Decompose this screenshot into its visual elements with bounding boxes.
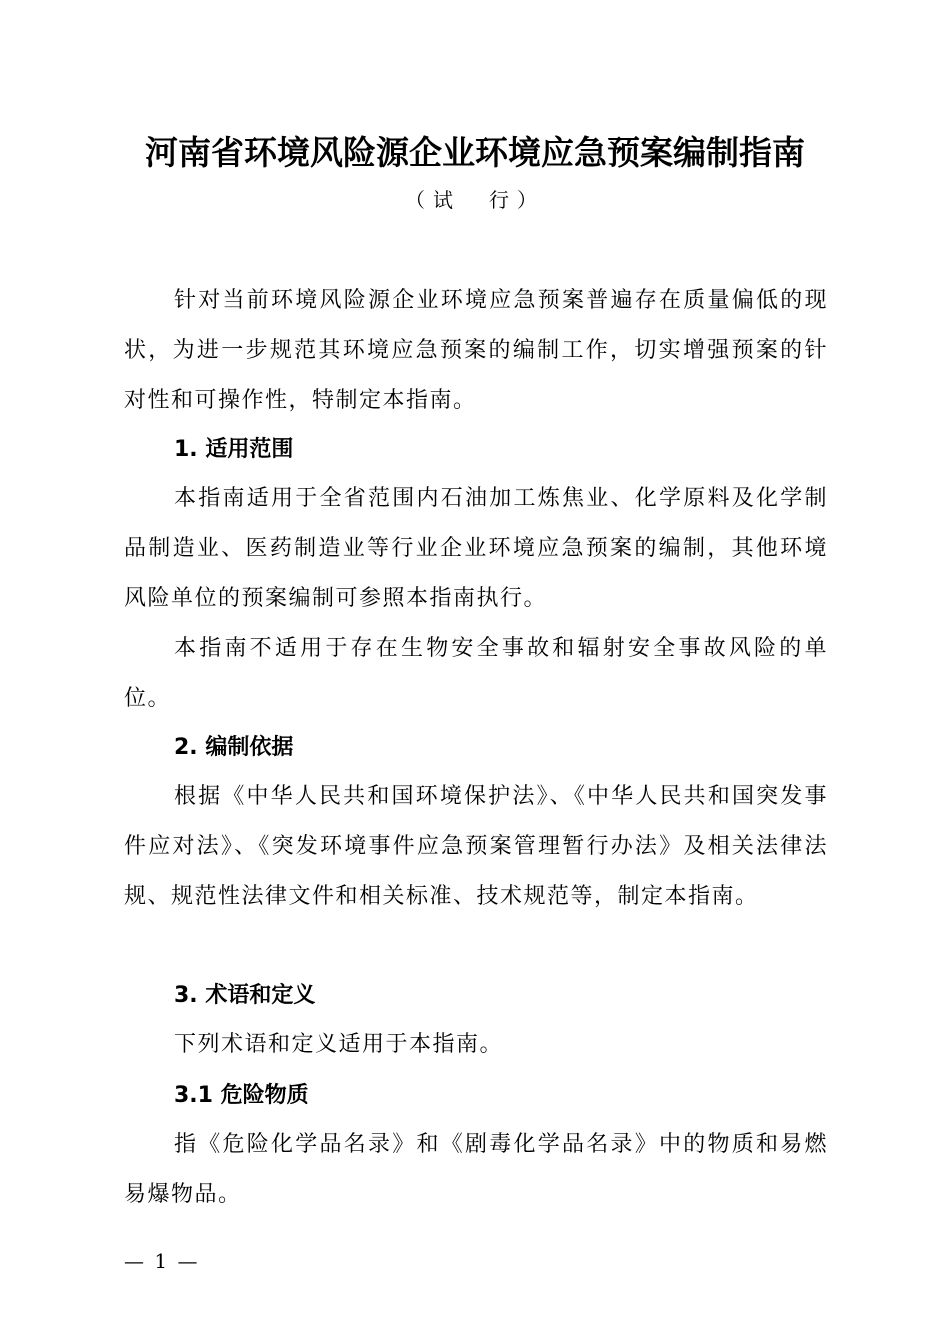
document-subtitle: （试 行） [405, 188, 545, 212]
section-3-paragraph-1: 下列术语和定义适用于本指南。 [174, 1032, 504, 1057]
section-3-heading: 3. 术语和定义 [174, 983, 316, 1008]
section-2-paragraph-1: 根据《中华人民共和国环境保护法》、《中华人民共和国突发事件应对法》、《突发环境事件应急预案管理暂行办法》及相关法律法规、规范性法律文件和相关标准、技术规范等，制定本指南。 [124, 784, 828, 909]
page-number: — 1 — [124, 1249, 200, 1273]
intro-paragraph: 针对当前环境风险源企业环境应急预案普遍存在质量偏低的现状，为进一步规范其环境应急预案的编制工作，切实增强预案的针对性和可操作性，特制定本指南。 [124, 288, 828, 413]
section-1-heading: 1. 适用范围 [174, 437, 294, 462]
section-2-heading: 2. 编制依据 [174, 735, 294, 760]
section-1-paragraph-1: 本指南适用于全省范围内石油加工炼焦业、化学原料及化学制品制造业、医药制造业等行业企业环境应急预案的编制，其他环境风险单位的预案编制可参照本指南执行。 [124, 486, 828, 611]
section-3-1-heading: 3.1 危险物质 [174, 1083, 309, 1108]
section-1-paragraph-2: 本指南不适用于存在生物安全事故和辐射安全事故风险的单位。 [124, 636, 828, 711]
document-title: 河南省环境风险源企业环境应急预案编制指南 [145, 133, 805, 172]
section-3-1-paragraph-1: 指《危险化学品名录》和《剧毒化学品名录》中的物质和易燃易爆物品。 [124, 1132, 828, 1207]
